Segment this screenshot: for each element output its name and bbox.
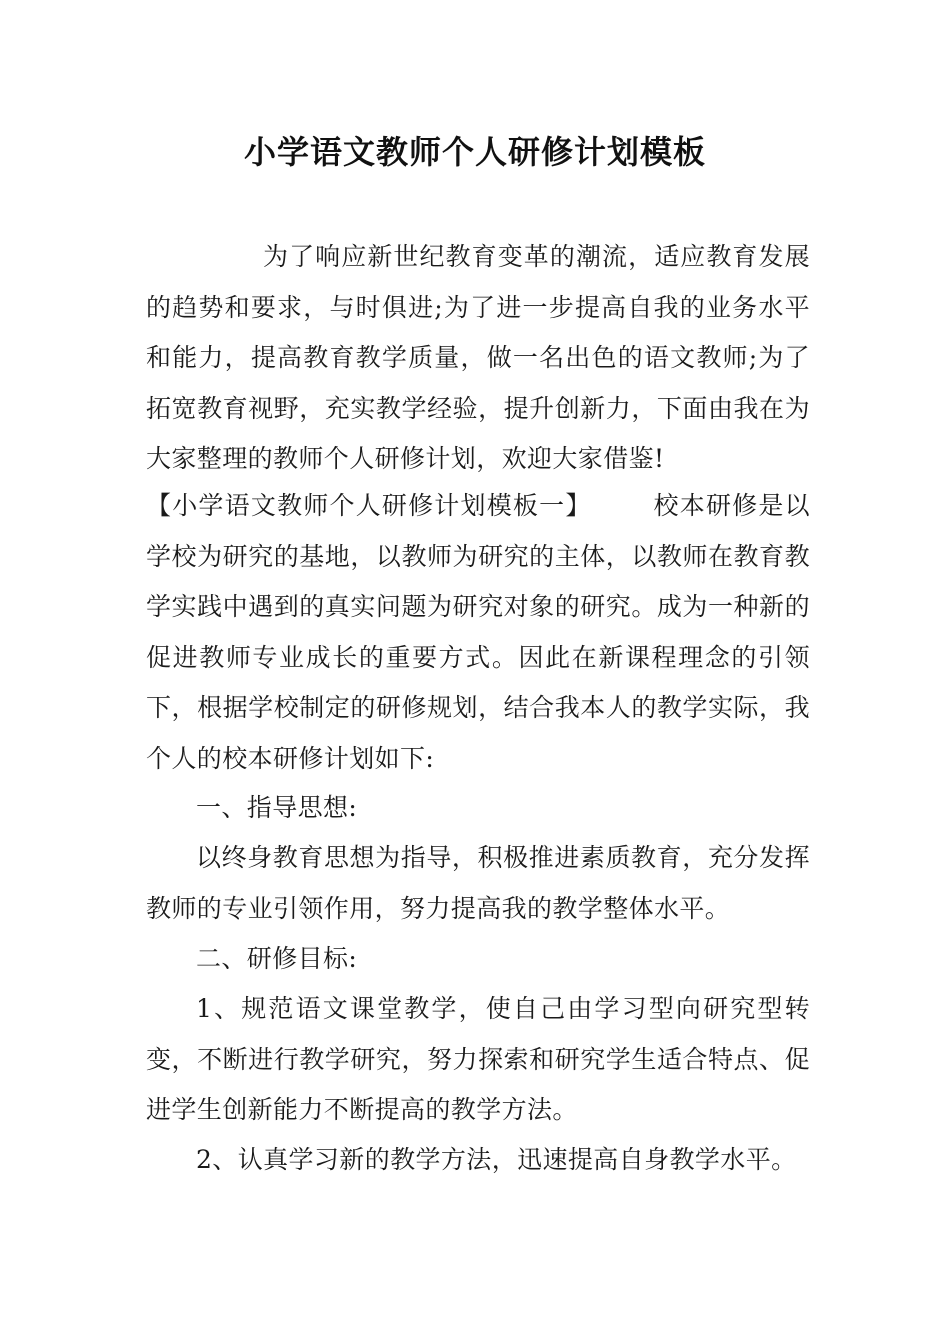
goal-item-2: 2、认真学习新的教学方法，迅速提高自身教学水平。 <box>196 1145 797 1174</box>
section-one-text: 校本研修是以学校为研究的基地，以教师为研究的主体，以教师在教育教学实践中遇到的真实问题为研究对象的研究。成为一种新的促进教师专业成长的重要方式。因此在新课程理念的引领下，根据学校制定的研修规划，结合我本人的教学实际，我个人的校本研修计划如下: <box>146 491 810 773</box>
goals-heading: 二、研修目标: <box>196 944 358 973</box>
guiding-paragraph: 以终身教育思想为指导，积极推进素质教育，充分发挥教师的专业引领作用，努力提高我的教学整体水平。 <box>146 843 810 923</box>
guiding-heading: 一、指导思想: <box>196 793 358 822</box>
intro-paragraph: 为了响应新世纪教育变革的潮流，适应教育发展的趋势和要求，与时俱进;为了进一步提高自我的业务水平和能力，提高教育教学质量，做一名出色的语文教师;为了拓宽教育视野，充实教学经验，提升创新力，下面由我在为大家整理的教师个人研修计划，欢迎大家借鉴! <box>146 242 810 473</box>
section-one-paragraph <box>146 481 810 784</box>
section-one-heading: 【小学语文教师个人研修计划模板一】 <box>146 491 592 520</box>
document-title: 小学语文教师个人研修计划模板 <box>243 133 706 171</box>
goal-item-1: 1、规范语文课堂教学，使自己由学习型向研究型转变，不断进行教学研究，努力探索和研究学生适合特点、促进学生创新能力不断提高的教学方法。 <box>146 994 810 1124</box>
